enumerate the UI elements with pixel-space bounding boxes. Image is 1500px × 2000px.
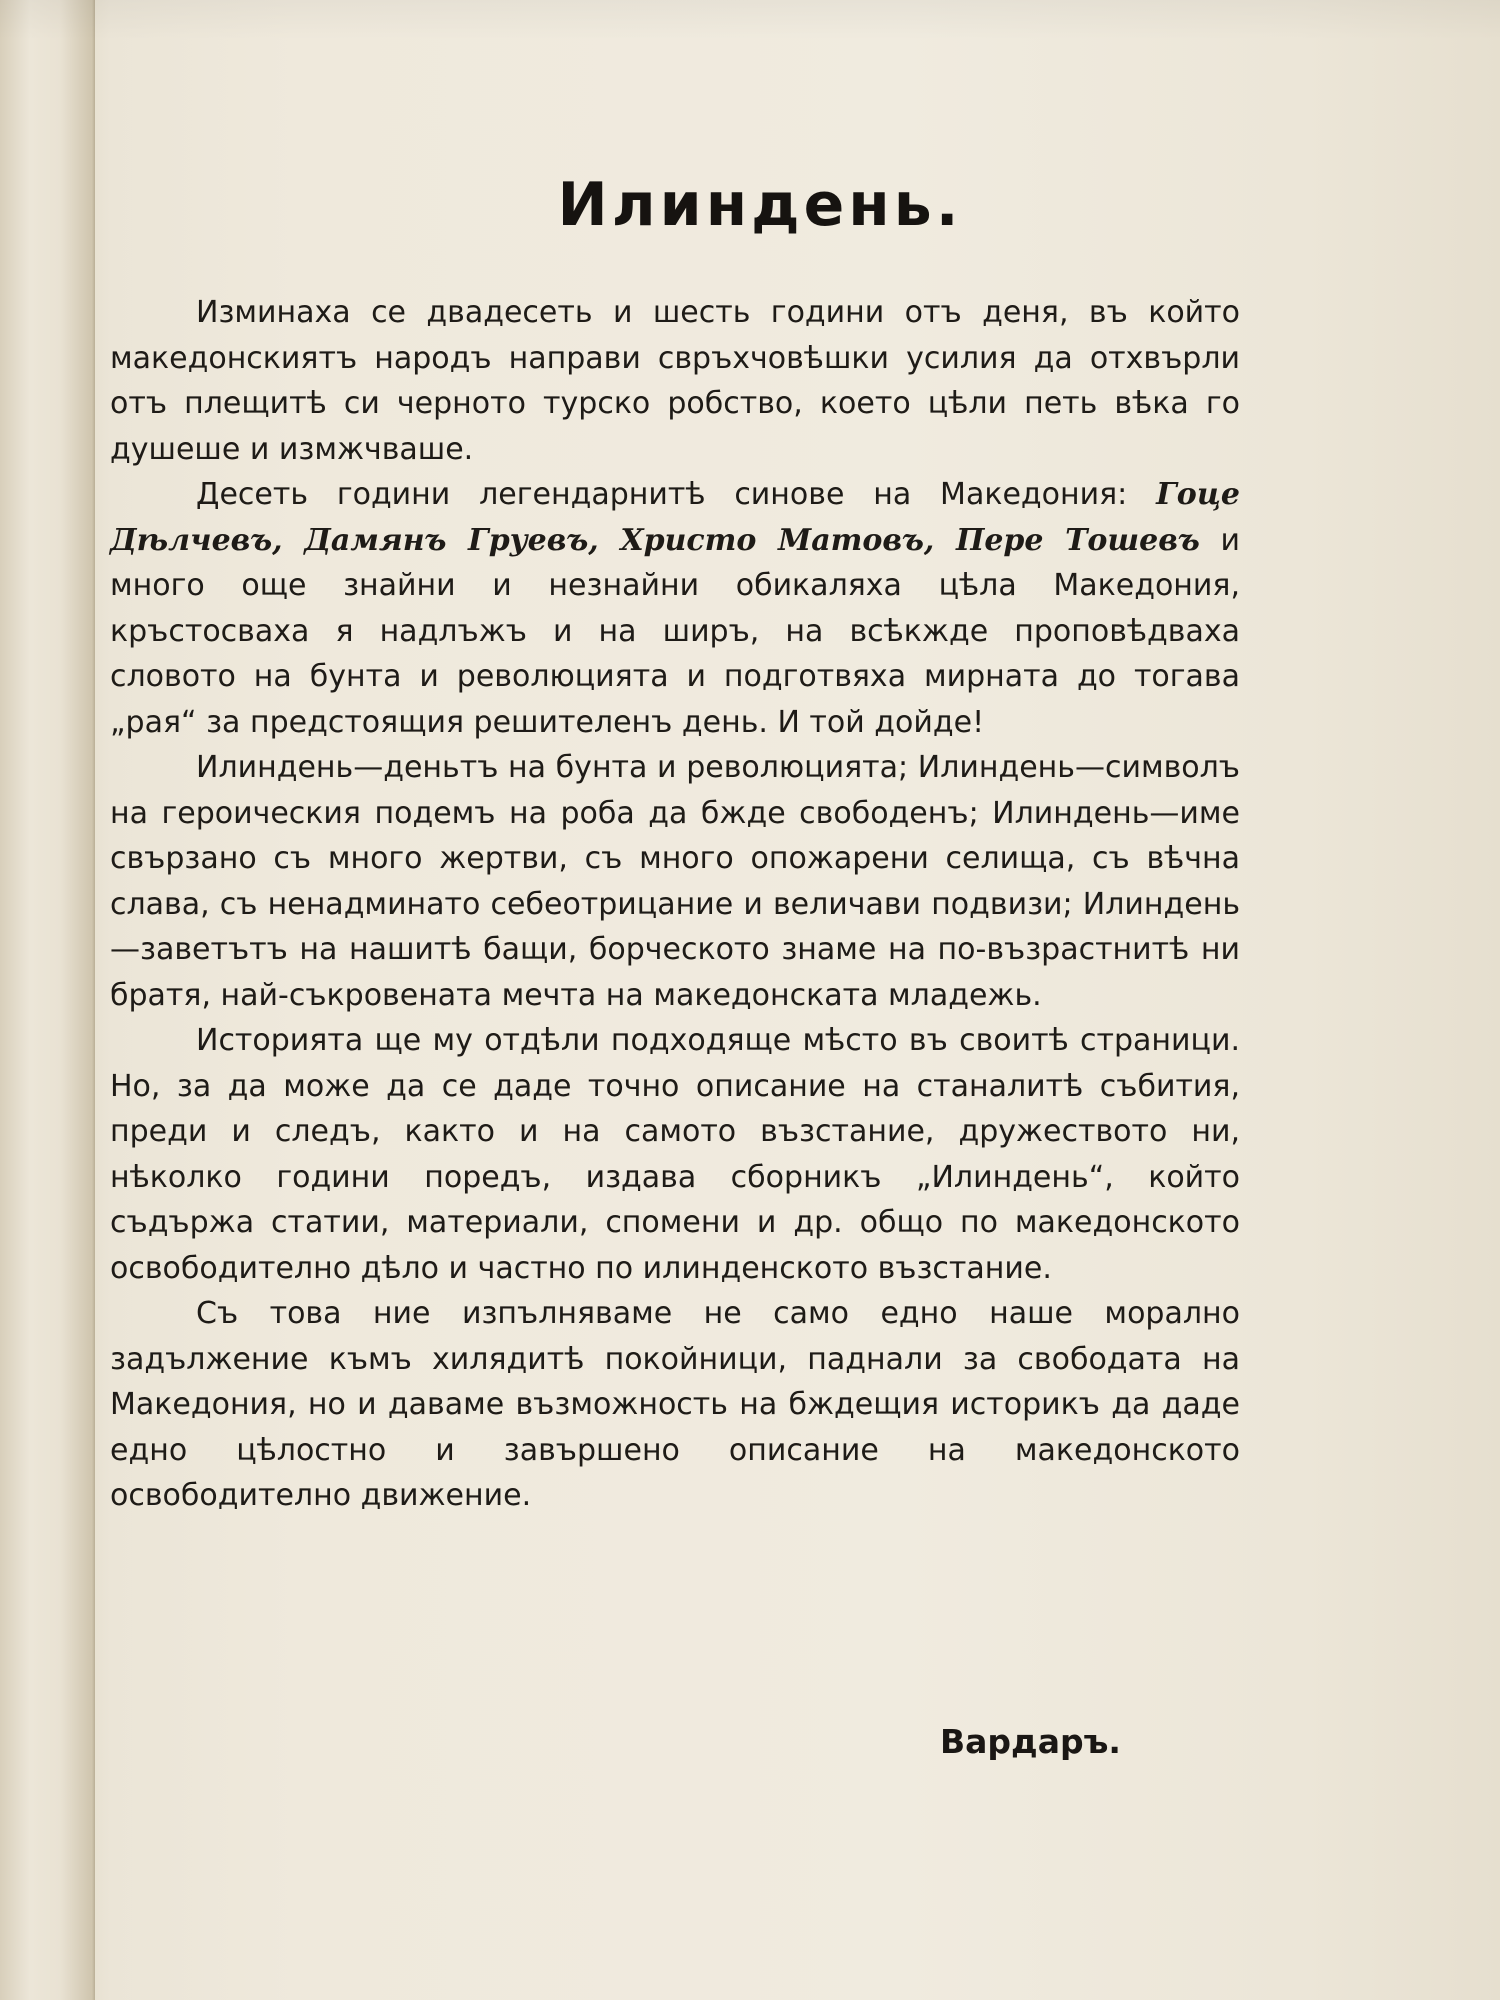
paragraph-3: Илиндень—деньтъ на бунта и революцията; Илиндень—символъ на героическия подемъ на роба да бжде свободенъ; Илиндень—име свързано съ много жертви, съ много опожарени селища, съ вѣчна слава, съ ненадминато себеотрицание и величави подвизи; Илиндень—заветътъ на нашитѣ бащи, борческото знаме на по-възрастнитѣ ни братя, най-съкровената мечта на македонската младежь. (110, 750, 1240, 1013)
page-title: Илиндень. (557, 170, 963, 240)
leaders-names: Гоце Дѣлчевъ, Дамянъ Груевъ, Христо Матовъ, Пере Тошевъ (110, 477, 1240, 558)
paragraph-5: Съ това ние изпълняваме не само едно наше морално задължение къмъ хилядитѣ покойници, паднали за свободата на Македония, но и даваме възможность на бждещия историкъ да даде едно цѣлостно и завършено описание на македонското освободително движение. (110, 1296, 1240, 1513)
paragraph-4: Историята ще му отдѣли подходяще мѣсто въ своитѣ страници. Но, за да може да се даде точно описание на станалитѣ събития, преди и следъ, както и на самото възстание, дружеството ни, нѣколко години поредъ, издава сборникъ „Илиндень“, който съдържа статии, материали, спомени и др. общо по македонското освободително дѣло и частно по илинденското възстание. (110, 1023, 1240, 1286)
paragraph-2-rest: и много още знайни и незнайни обикаляха цѣла Македония, кръстосваха я надлъжъ и на ширъ, на всѣкжде проповѣдваха словото на бунта и революцията и подготвяха мирната до тогава „рая“ за предстоящия решителенъ день. И той дойде! (110, 522, 1240, 740)
paragraph-2-intro: Десеть години легендарнитѣ синове на Македония: (196, 477, 1157, 512)
signature: Вардаръ. (940, 1722, 1121, 1761)
paragraph-2 (110, 472, 1240, 745)
page-shadow (0, 0, 1500, 40)
body-text (110, 290, 1240, 1519)
paragraph-1: Изминаха се двадесеть и шесть години отъ деня, въ който македонскиятъ народъ направи свръхчовѣшки усилия да отхвърли отъ плещитѣ си черното турско робство, което цѣли петь вѣка го душеше и измжчваше. (110, 295, 1240, 467)
book-spine (0, 0, 95, 2000)
